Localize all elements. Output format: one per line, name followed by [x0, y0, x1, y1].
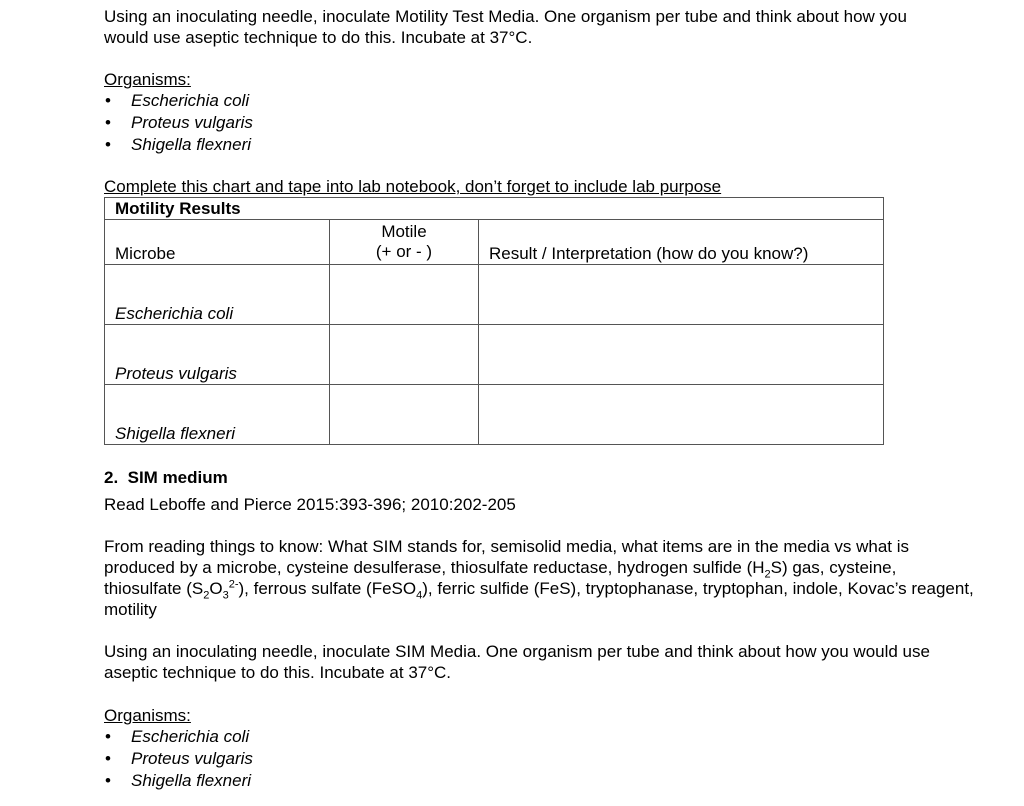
col-header-motile-line1: Motile	[381, 222, 427, 241]
motility-instructions: Using an inoculating needle, inoculate Motility Test Media. One organism per tube and think about how you would use aseptic technique to do this. Incubate at 37°C.	[104, 7, 907, 47]
sim-know-part4: ), ferric sulfide (FeS), tryptophanase, tryptophan, indole, Kovac’s reagent, motility	[104, 579, 974, 619]
row-result-cell	[479, 325, 884, 385]
list-item: • Proteus vulgaris	[104, 748, 984, 770]
list-item: • Proteus vulgaris	[104, 112, 984, 134]
list-item: • Shigella flexneri	[104, 770, 984, 792]
col-header-motile-line2: (+ or - )	[375, 242, 433, 261]
row-result-cell	[479, 265, 884, 325]
sim-know	[104, 536, 974, 620]
sim-know-part3: ), ferrous sulfate (FeSO	[238, 579, 417, 598]
organisms-list	[104, 90, 984, 156]
col-header-motile	[330, 220, 479, 265]
row-microbe: Shigella flexneri	[105, 385, 330, 445]
document-page	[104, 6, 984, 792]
table-row	[105, 325, 884, 385]
sim-know-s-sub: 2	[203, 589, 210, 602]
row-result-cell	[479, 385, 884, 445]
list-item: • Escherichia coli	[104, 726, 984, 748]
sim-know-o-sup: 2-	[228, 578, 239, 591]
row-motile-cell	[330, 325, 479, 385]
chart-instruction: Complete this chart and tape into lab notebook, don’t forget to include lab purpose	[104, 177, 722, 196]
sim-instructions: Using an inoculating needle, inoculate SIM Media. One organism per tube and think about how you would use aseptic technique to do this. Incubate at 37°C.	[104, 642, 930, 682]
organisms-heading: Organisms:	[104, 70, 191, 89]
sim-know-h2s-sub: 2	[764, 568, 771, 581]
col-header-result: Result / Interpretation (how do you know?)	[479, 220, 884, 265]
row-motile-cell	[330, 385, 479, 445]
row-motile-cell	[330, 265, 479, 325]
motility-results-table	[104, 197, 884, 445]
sim-know-o: O	[209, 579, 223, 598]
sim-know-part1: From reading things to know: What SIM stands for, semisolid media, what items are in the media vs what is produced by a microbe, cysteine desulferase, thiosulfate reductase, hydrogen sulfide (H	[104, 537, 910, 577]
table-title: Motility Results	[105, 198, 884, 220]
table-row	[105, 265, 884, 325]
sim-know-o-sub: 3	[222, 589, 229, 602]
col-header-microbe: Microbe	[105, 220, 330, 265]
sim-know-part2: S) gas, cysteine, thiosulfate (S	[104, 558, 897, 598]
list-item: • Escherichia coli	[104, 90, 984, 112]
sim-heading: 2. SIM medium	[104, 468, 228, 487]
table-row	[105, 385, 884, 445]
row-microbe: Escherichia coli	[105, 265, 330, 325]
sim-know-feso-sub: 4	[416, 589, 423, 602]
sim-reading: Read Leboffe and Pierce 2015:393-396; 2010:202-205	[104, 495, 516, 514]
row-microbe: Proteus vulgaris	[105, 325, 330, 385]
sim-organisms-heading: Organisms:	[104, 706, 191, 725]
sim-organisms-list	[104, 726, 984, 792]
list-item: • Shigella flexneri	[104, 134, 984, 156]
